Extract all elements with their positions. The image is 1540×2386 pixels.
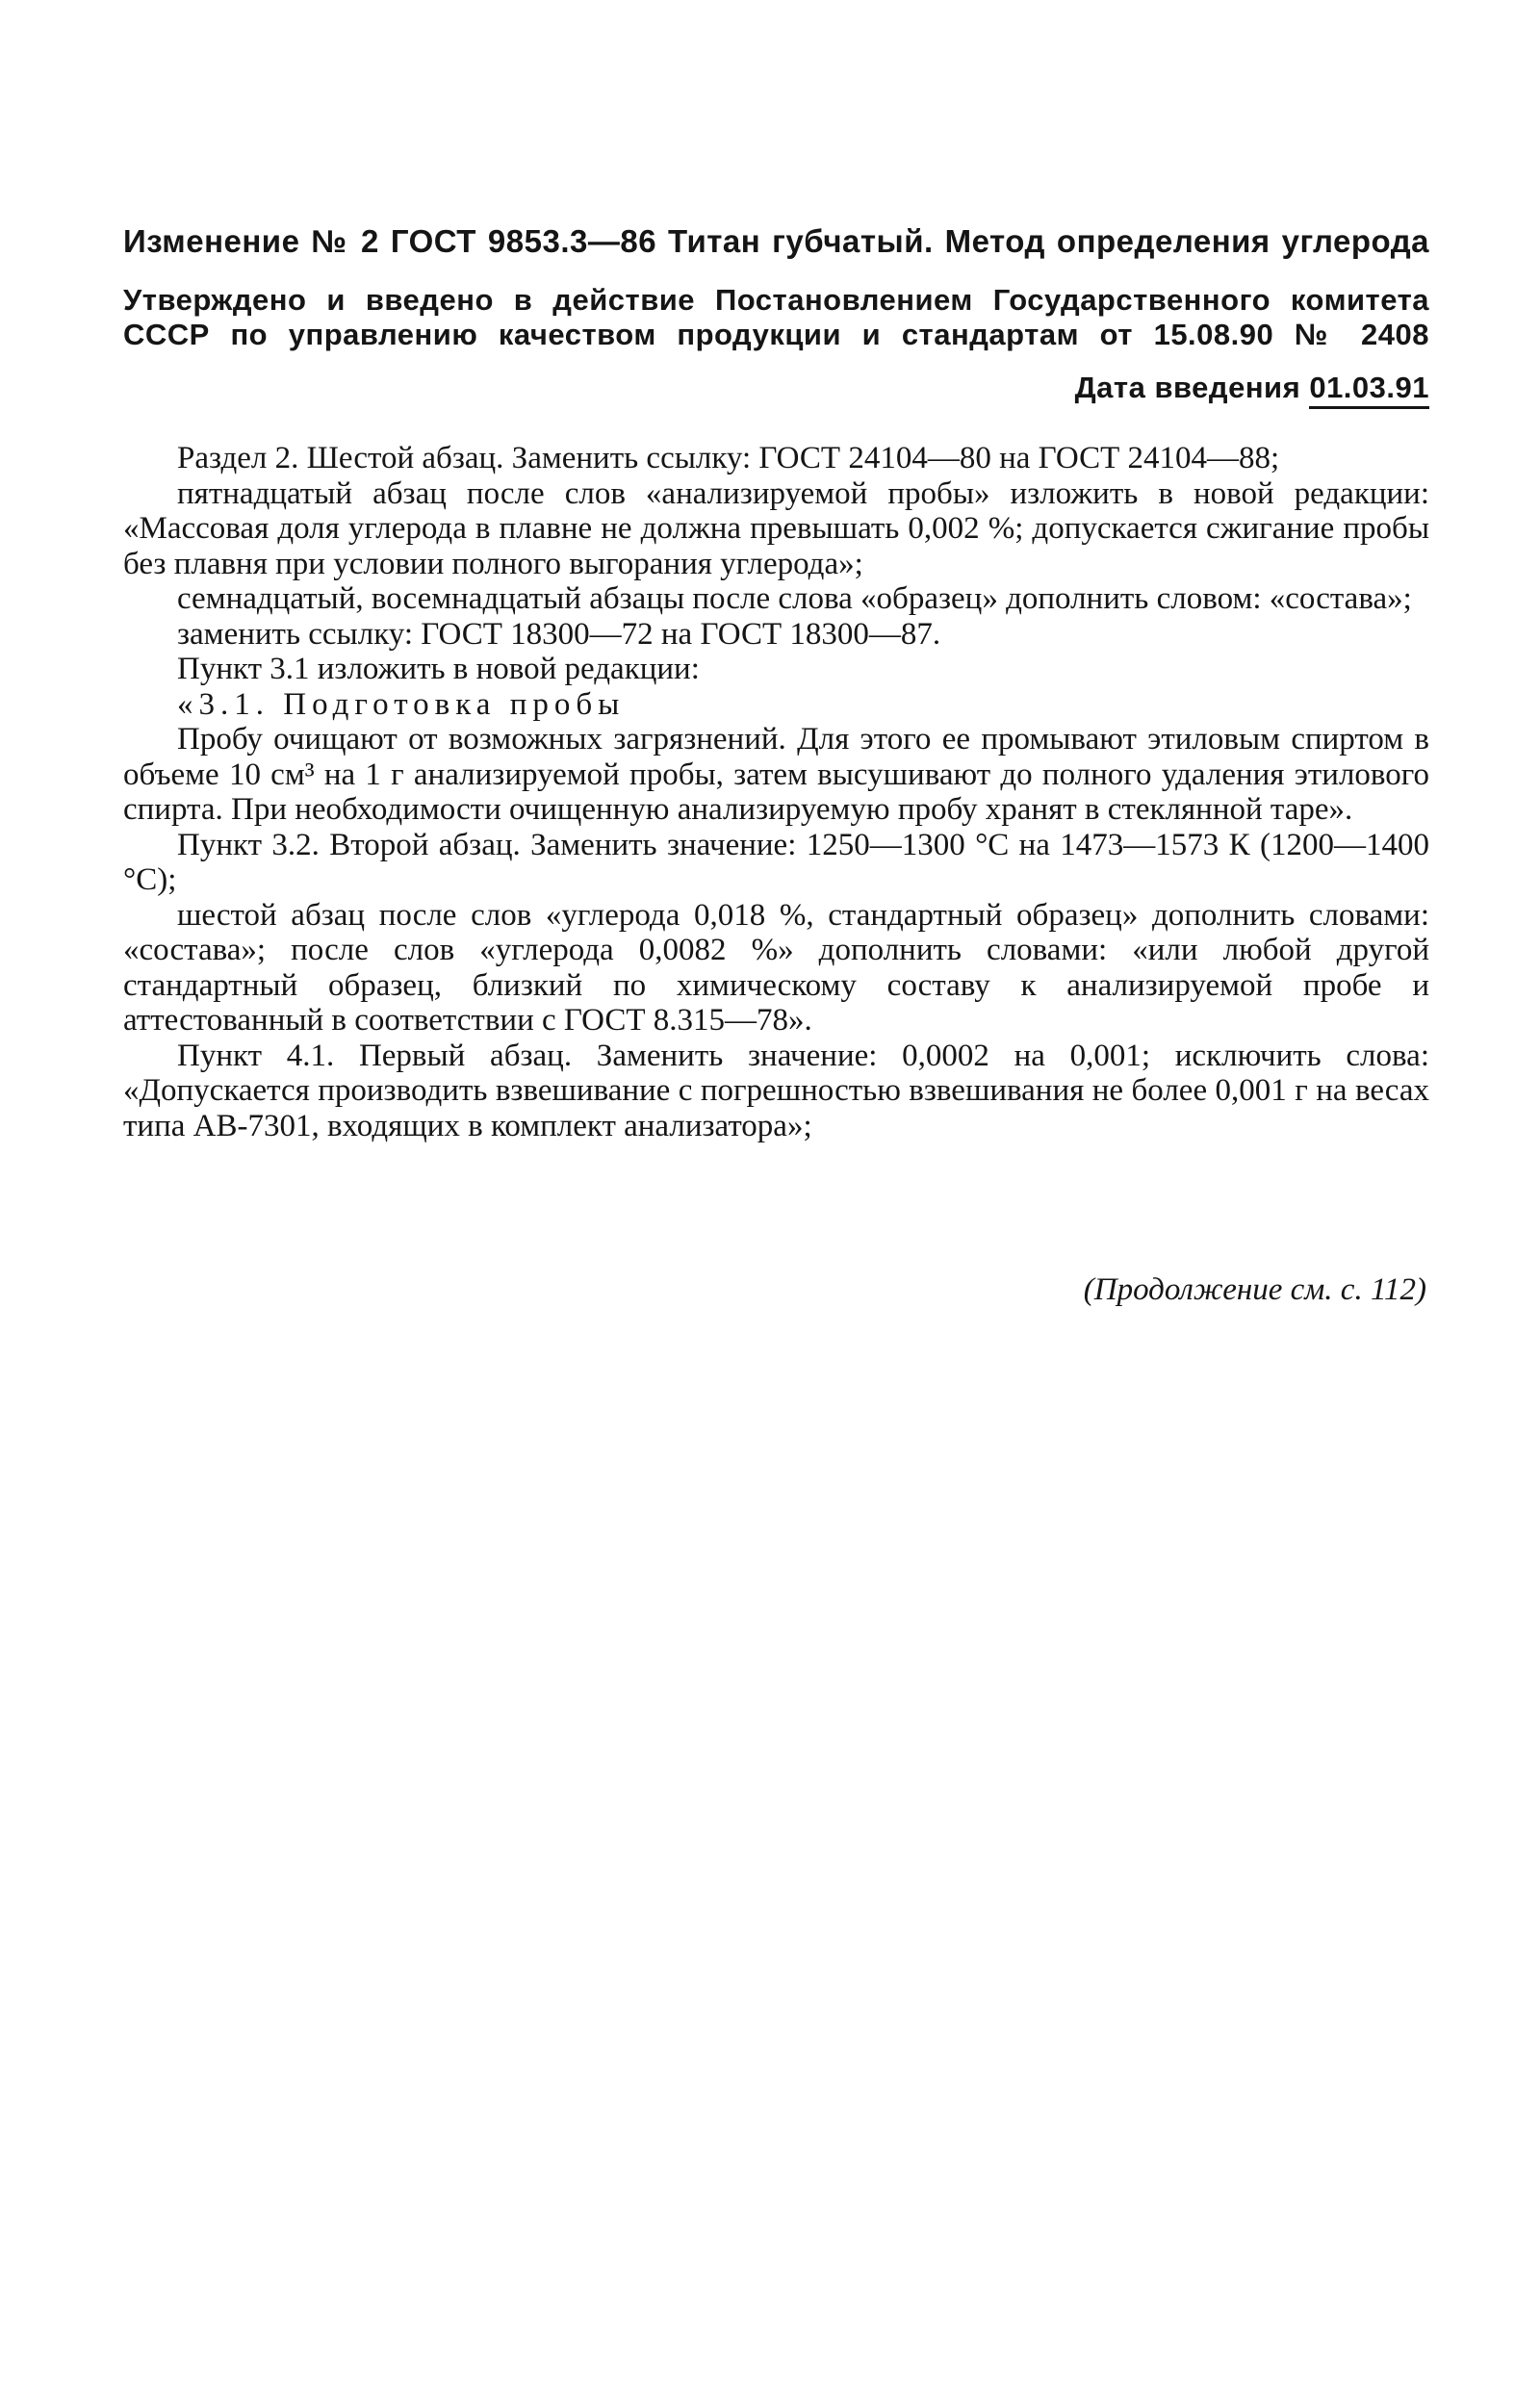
intro-date-label: Дата введения [1074,371,1301,404]
paragraph: семнадцатый, восемнадцатый абзацы после слова «образец» дополнить словом: «состава»; [177,581,1412,616]
intro-date [1075,371,1429,405]
paragraph: Пункт 3.1 изложить в новой редакции: [177,652,700,686]
paragraph: Пробу очищают от возможных загрязнений. Для этого ее промывают этиловым спиртом в объеме 10 см³ на 1 г анализируемой пробы, затем высушивают до полного удаления этилового спирта. При необходимости очищенную анализируемую пробу хранят в стеклянной таре». [123,722,1429,827]
paragraph: пятнадцатый абзац после слов «анализируемой пробы» изложить в новой редакции: «Массовая доля углерода в плавне не должна превышать 0,002 %; допускается сжигание пробы без плавня при условии полного выгорания углерода»; [123,475,1429,581]
body-text [123,441,1429,1143]
paragraph: Раздел 2. Шестой абзац. Заменить ссылку: ГОСТ 24104—80 на ГОСТ 24104—88; [177,441,1280,475]
document-title: Изменение № 2 ГОСТ 9853.3—86 Титан губчатый. Метод определения углерода [123,223,1429,259]
paragraph: шестой абзац после слов «углерода 0,018 %, стандартный образец» дополнить словами: «состава»; после слов «углерода 0,0082 %» дополнить словами: «или любой другой стандартный образец, близкий по химическому составу к анализируемой пробе и аттестованный в соответствии с ГОСТ 8.315—78». [123,897,1429,1038]
paragraph: заменить ссылку: ГОСТ 18300—72 на ГОСТ 18300—87. [177,616,941,652]
paragraph: Пункт 4.1. Первый абзац. Заменить значение: 0,0002 на 0,001; исключить слова: «Допускается производить взвешивание с погрешностью взвешивания не более 0,001 г на весах типа АВ-7301, входящих в комплект анализатора»; [123,1038,1429,1143]
paragraph: Пункт 3.2. Второй абзац. Заменить значение: 1250—1300 °С на 1473—1573 К (1200—1400 °С); [123,827,1429,897]
intro-date-value: 01.03.91 [1309,371,1429,409]
section-heading: «3.1. Подготовка пробы [177,686,626,722]
approval-line-2: СССР по управлению качеством продукции и стандартам от 15.08.90 № 2408 [123,318,1429,351]
approval-line-1: Утверждено и введено в действие Постановлением Государственного комитета [123,283,1429,317]
continued-note: (Продолжение см. с. 112) [1083,1272,1426,1307]
